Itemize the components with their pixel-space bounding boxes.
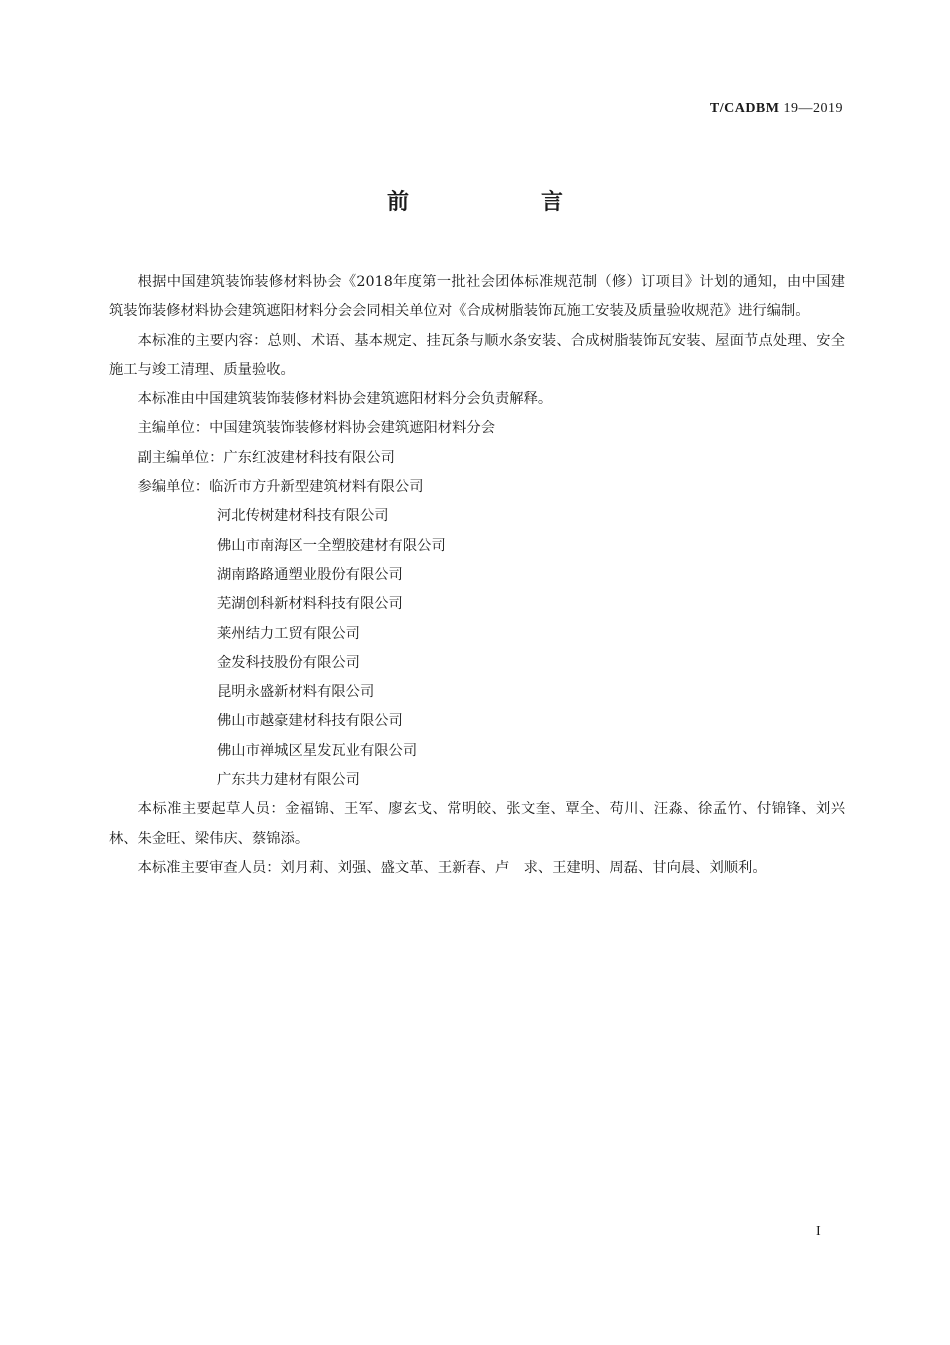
participant-unit: 金发科技股份有限公司 (217, 654, 360, 671)
foreword-paragraph: 本标准由中国建筑装饰装修材料协会建筑遮阳材料分会负责解释。 (137, 391, 553, 408)
chief-editor-unit: 主编单位：中国建筑装饰装修材料协会建筑遮阳材料分会 (137, 420, 496, 437)
reviewers-list: 本标准主要审查人员：刘月莉、刘强、盛文革、王新春、卢 求、王建明、周磊、甘向晨、刘顺利。 (137, 859, 767, 876)
participant-unit: 广东共力建材有限公司 (217, 772, 360, 789)
drafters-list: 本标准主要起草人员：金福锦、王军、廖玄戈、常明皎、张文奎、覃全、苟川、汪淼、徐孟竹、付锦锋、刘兴林、朱金旺、梁伟庆、蔡锦添。 (109, 801, 845, 847)
participant-unit: 临沂市方升新型建筑材料有限公司 (209, 479, 424, 496)
participant-unit: 芜湖创科新材料科技有限公司 (217, 596, 403, 613)
participant-unit: 莱州结力工贸有限公司 (217, 625, 360, 642)
participants-label: 参编单位： (137, 479, 210, 496)
participant-unit: 佛山市越豪建材科技有限公司 (217, 713, 403, 730)
standard-code-number: 19—2019 (783, 101, 843, 116)
foreword-body (109, 268, 845, 883)
foreword-paragraph: 本标准的主要内容：总则、术语、基本规定、挂瓦条与顺水条安装、合成树脂装饰瓦安装、屋面节点处理、安全施工与竣工清理、质量验收。 (109, 332, 845, 378)
deputy-editor-unit: 副主编单位：广东红波建材科技有限公司 (137, 449, 395, 466)
participant-unit: 佛山市南海区一全塑胶建材有限公司 (217, 537, 446, 554)
participant-unit: 湖南路路通塑业股份有限公司 (217, 566, 403, 583)
page-number: I (816, 1224, 821, 1239)
participant-units (109, 473, 845, 502)
participant-unit: 昆明永盛新材料有限公司 (217, 684, 375, 701)
participant-unit: 河北传树建材科技有限公司 (217, 508, 389, 525)
standard-code (710, 101, 843, 117)
standard-code-prefix: T/CADBM (709, 101, 780, 116)
page-title: 前 言 (386, 190, 618, 215)
participant-unit: 佛山市禅城区星发瓦业有限公司 (217, 742, 418, 759)
foreword-paragraph: 根据中国建筑装饰装修材料协会《2018年度第一批社会团体标准规范制（修）订项目》计划的通知，由中国建筑装饰装修材料协会建筑遮阳材料分会会同相关单位对《合成树脂装饰瓦施工安装及质量验收规范》进行编制。 (109, 274, 845, 320)
